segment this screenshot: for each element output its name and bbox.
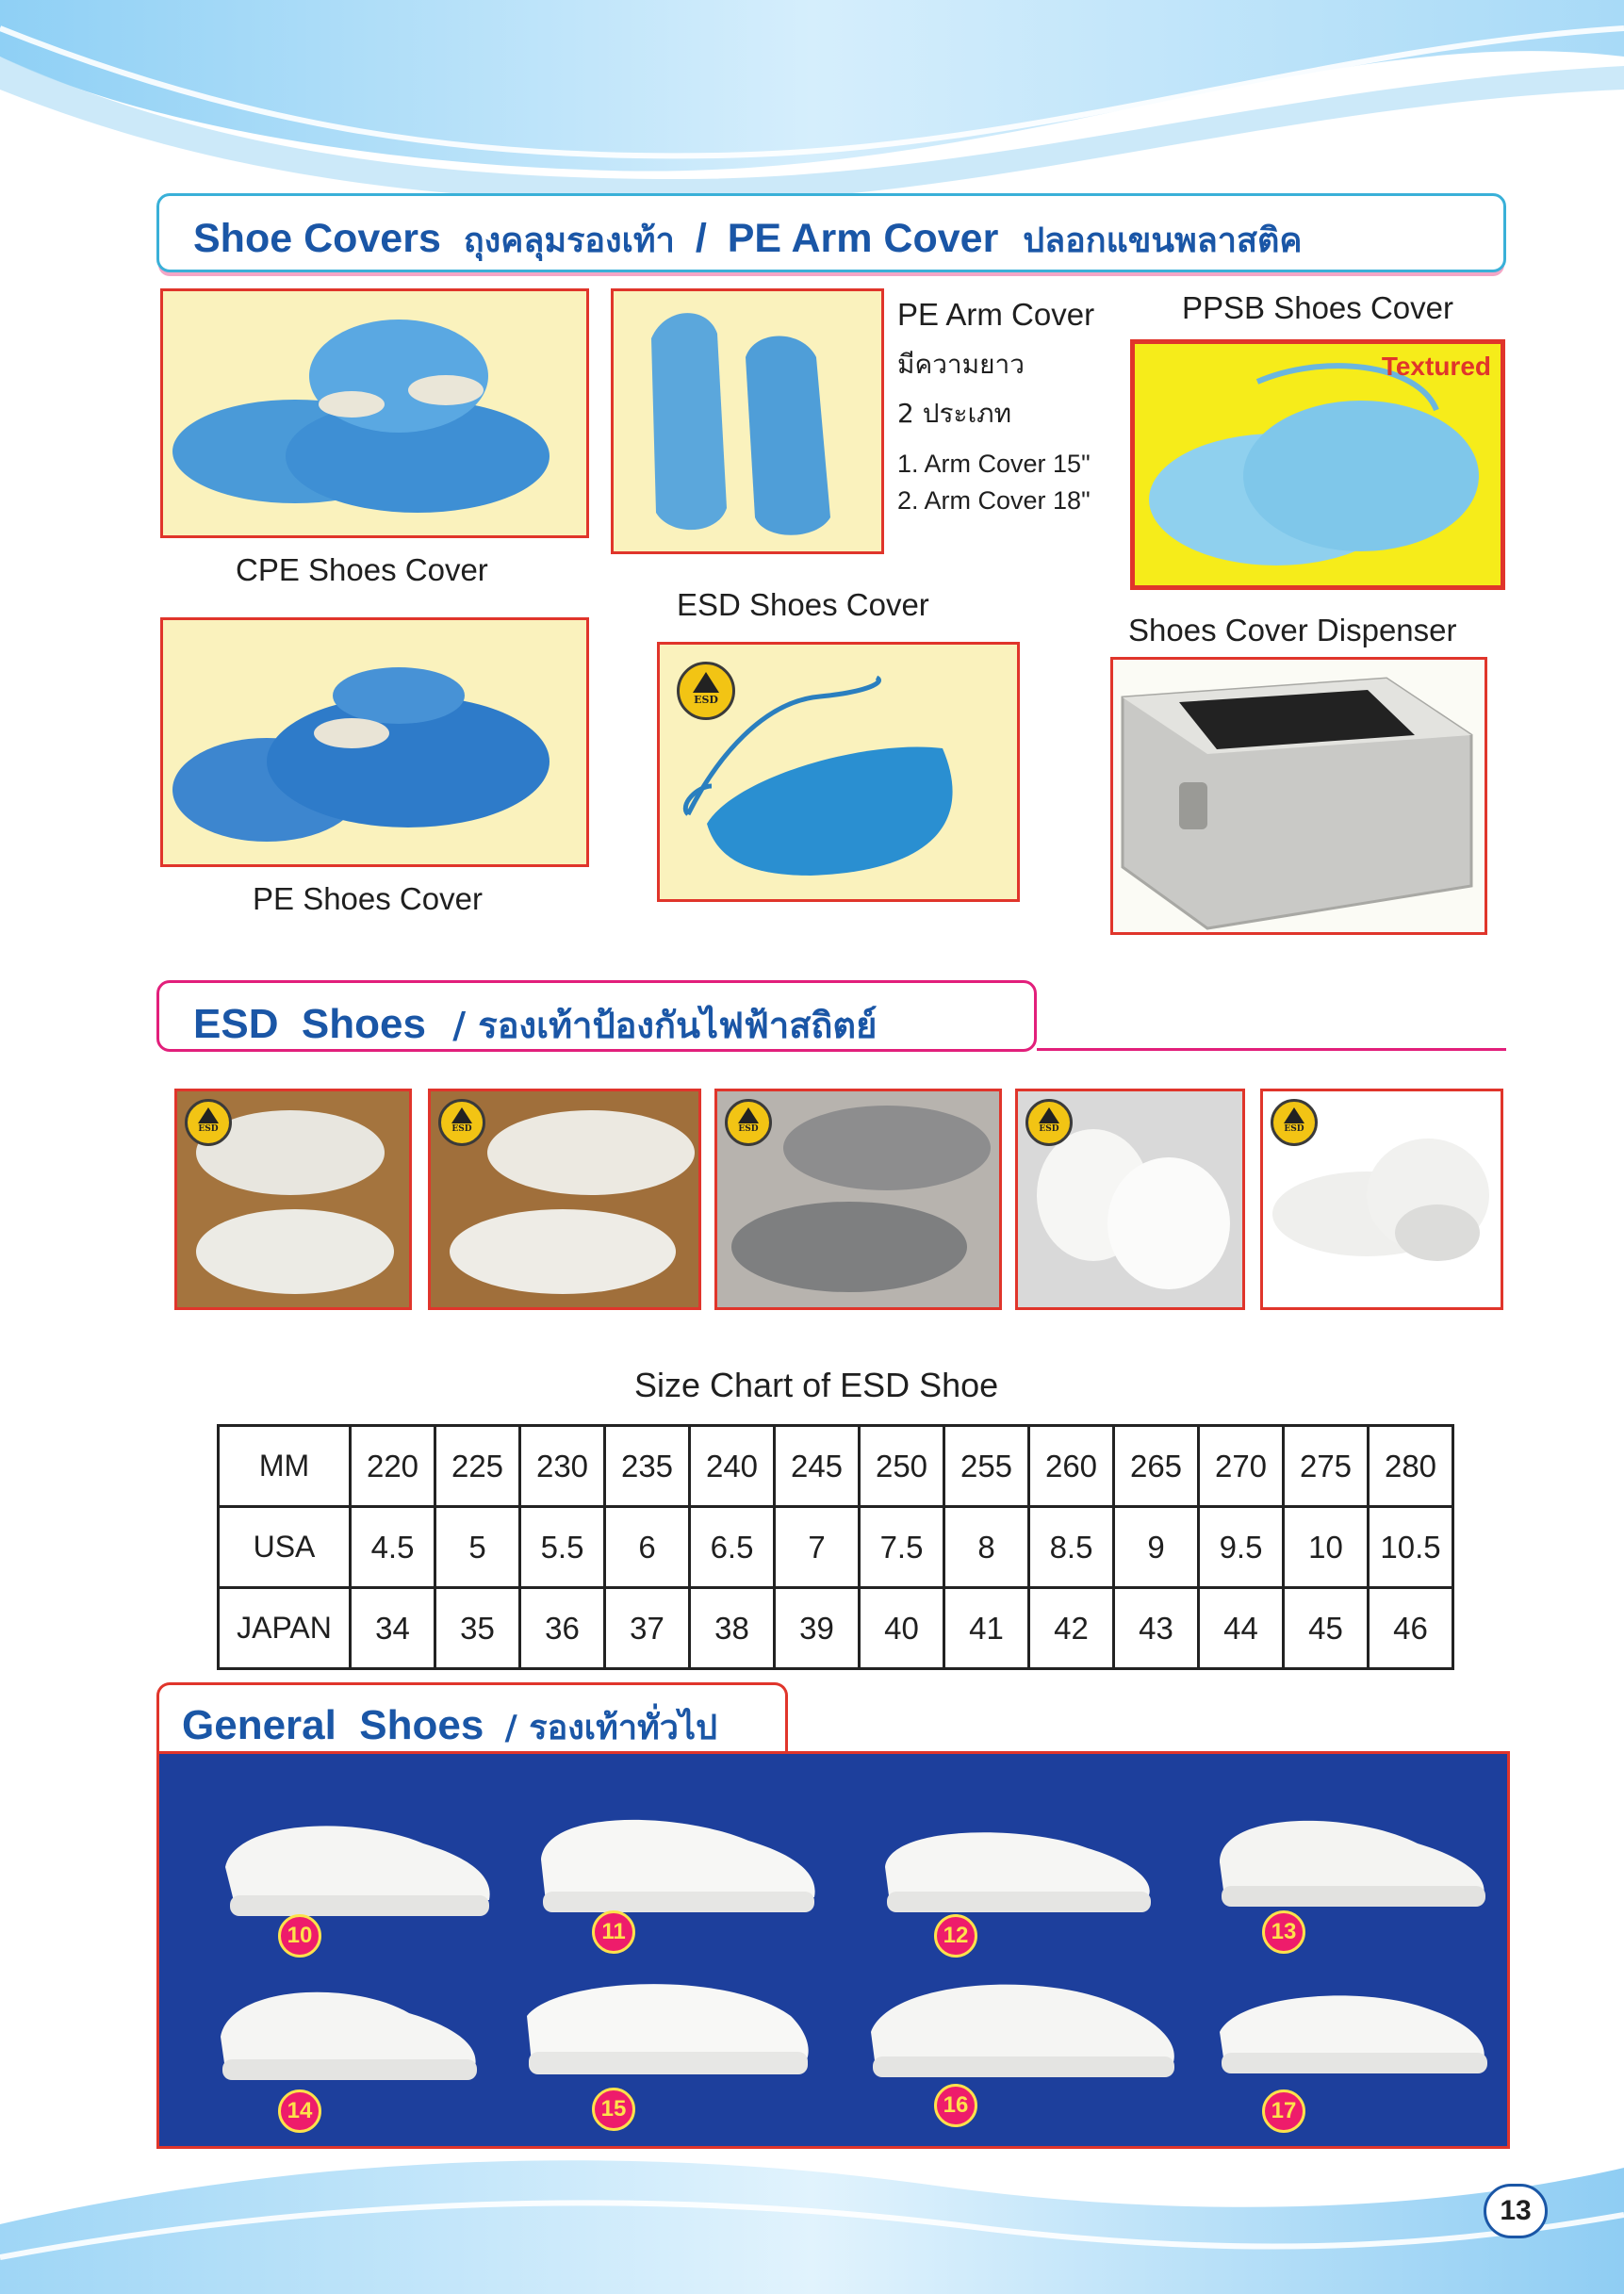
general-shoe-11	[532, 1794, 824, 1925]
size-row-label: JAPAN	[219, 1588, 351, 1669]
general-shoe-12	[876, 1801, 1158, 1924]
size-cell: 270	[1199, 1426, 1284, 1507]
shoe-number-badge: 15	[592, 2088, 635, 2131]
page-number: 13	[1484, 2184, 1548, 2238]
ppsb-textured-tag: Textured	[1381, 352, 1491, 381]
size-row-japan	[219, 1588, 1453, 1669]
arm-cover-item-2: 2. Arm Cover 18"	[897, 486, 1091, 515]
arm-cover-title-thai: ปลอกแขนพลาสติค	[1023, 221, 1303, 260]
title-separator: /	[695, 216, 707, 261]
esd-shoes-cover-label: ESD Shoes Cover	[677, 587, 929, 622]
size-cell: 240	[690, 1426, 775, 1507]
general-shoes-title-thai: / รองเท้าทั่วไป	[504, 1709, 717, 1747]
esd-shoe-photo-3	[714, 1089, 1002, 1310]
esd-title-underline	[1037, 1048, 1506, 1051]
size-cell: 46	[1369, 1588, 1453, 1669]
shoe-number-badge: 17	[1262, 2089, 1305, 2133]
size-cell: 7	[775, 1507, 860, 1588]
size-cell: 4.5	[351, 1507, 435, 1588]
esd-shoe-photo-2	[428, 1089, 701, 1310]
pe-arm-cover-image	[611, 288, 884, 554]
pe-shoes-cover-label: PE Shoes Cover	[253, 881, 483, 916]
shoe-number-badge: 16	[934, 2084, 977, 2127]
shoe-number-badge: 13	[1262, 1910, 1305, 1954]
esd-shoes-cover-image	[657, 642, 1020, 902]
size-cell: 5.5	[520, 1507, 605, 1588]
shoe-covers-title: Shoe Covers	[193, 216, 441, 261]
size-row-usa	[219, 1507, 1453, 1588]
esd-shoe-photo-4	[1015, 1089, 1245, 1310]
esd-badge-2-text: ESD	[451, 1124, 472, 1134]
size-cell: 8.5	[1029, 1507, 1114, 1588]
size-cell: 42	[1029, 1588, 1114, 1669]
esd-cover-badge-text: ESD	[694, 694, 718, 706]
size-cell: 45	[1284, 1588, 1369, 1669]
esd-shoe-photo-1	[174, 1089, 412, 1310]
esd-shoes-title-thai: / รองเท้าป้องกันไฟฟ้าสถิตย์	[452, 1005, 878, 1046]
size-cell: 235	[605, 1426, 690, 1507]
shoe-covers-title-thai: ถุงคลุมรองเท้า	[463, 221, 675, 260]
shoe-number-badge: 14	[278, 2089, 321, 2133]
size-cell: 260	[1029, 1426, 1114, 1507]
size-cell: 5	[435, 1507, 520, 1588]
arm-cover-title: PE Arm Cover	[727, 216, 999, 261]
dispenser-label: Shoes Cover Dispenser	[1128, 613, 1457, 647]
size-cell: 38	[690, 1588, 775, 1669]
size-cell: 6.5	[690, 1507, 775, 1588]
arm-cover-length-line: มีความยาว	[897, 349, 1025, 380]
size-cell: 275	[1284, 1426, 1369, 1507]
pe-shoes-cover-image	[160, 617, 589, 867]
general-shoe-16	[861, 1957, 1182, 2089]
dispenser-image	[1110, 657, 1487, 935]
arm-cover-info-title: PE Arm Cover	[897, 297, 1095, 332]
size-chart-title: Size Chart of ESD Shoe	[634, 1366, 999, 1404]
general-shoe-15	[517, 1959, 819, 2091]
size-cell: 10.5	[1369, 1507, 1453, 1588]
size-row-label: USA	[219, 1507, 351, 1588]
general-shoes-title: General Shoes	[182, 1702, 484, 1748]
esd-badge-4-text: ESD	[1039, 1124, 1059, 1134]
size-cell: 36	[520, 1588, 605, 1669]
size-cell: 220	[351, 1426, 435, 1507]
esd-badge-2	[438, 1099, 485, 1146]
esd-shoes-title-box	[156, 980, 1037, 1052]
esd-shoe-photo-5	[1260, 1089, 1503, 1310]
shoe-number-badge: 10	[278, 1914, 321, 1958]
cpe-shoes-cover-image	[160, 288, 589, 538]
size-cell: 41	[944, 1588, 1029, 1669]
esd-badge-5	[1271, 1099, 1318, 1146]
size-cell: 34	[351, 1588, 435, 1669]
arm-cover-type-line: 2 ประเภท	[897, 398, 1012, 429]
size-cell: 8	[944, 1507, 1029, 1588]
size-cell: 35	[435, 1588, 520, 1669]
size-cell: 10	[1284, 1507, 1369, 1588]
shoe-number-badge: 12	[934, 1914, 977, 1958]
size-cell: 37	[605, 1588, 690, 1669]
esd-badge-4	[1025, 1099, 1073, 1146]
general-shoe-17	[1210, 1966, 1493, 2089]
size-cell: 39	[775, 1588, 860, 1669]
esd-badge-3	[725, 1099, 772, 1146]
esd-badge-5-text: ESD	[1284, 1124, 1304, 1134]
general-shoe-10	[216, 1801, 499, 1933]
size-cell: 230	[520, 1426, 605, 1507]
shoe-number-badge: 11	[592, 1910, 635, 1954]
size-cell: 40	[860, 1588, 944, 1669]
general-shoe-13	[1210, 1792, 1493, 1924]
top-wave-decoration	[0, 0, 1624, 226]
size-cell: 44	[1199, 1588, 1284, 1669]
size-cell: 6	[605, 1507, 690, 1588]
esd-cover-badge	[677, 662, 735, 720]
size-cell: 43	[1114, 1588, 1199, 1669]
size-row-label: MM	[219, 1426, 351, 1507]
size-cell: 265	[1114, 1426, 1199, 1507]
size-cell: 255	[944, 1426, 1029, 1507]
ppsb-shoes-cover-label: PPSB Shoes Cover	[1182, 290, 1453, 325]
size-chart-table	[217, 1424, 1454, 1670]
esd-badge-1-text: ESD	[198, 1124, 219, 1134]
esd-shoes-title: ESD Shoes	[193, 1001, 426, 1047]
ppsb-shoes-cover-image	[1130, 339, 1505, 590]
size-cell: 245	[775, 1426, 860, 1507]
size-cell: 280	[1369, 1426, 1453, 1507]
size-cell: 7.5	[860, 1507, 944, 1588]
size-row-mm	[219, 1426, 1453, 1507]
general-shoes-panel	[156, 1751, 1510, 2149]
esd-badge-3-text: ESD	[738, 1124, 759, 1134]
size-cell: 225	[435, 1426, 520, 1507]
esd-badge-1	[185, 1099, 232, 1146]
size-cell: 9	[1114, 1507, 1199, 1588]
arm-cover-item-1: 1. Arm Cover 15"	[897, 450, 1091, 478]
size-cell: 9.5	[1199, 1507, 1284, 1588]
general-shoes-title-box	[156, 1682, 788, 1754]
general-shoe-14	[211, 1961, 484, 2093]
cpe-shoes-cover-label: CPE Shoes Cover	[236, 552, 488, 587]
arm-cover-info	[897, 297, 1124, 516]
size-cell: 250	[860, 1426, 944, 1507]
shoe-covers-title-box	[156, 193, 1506, 272]
